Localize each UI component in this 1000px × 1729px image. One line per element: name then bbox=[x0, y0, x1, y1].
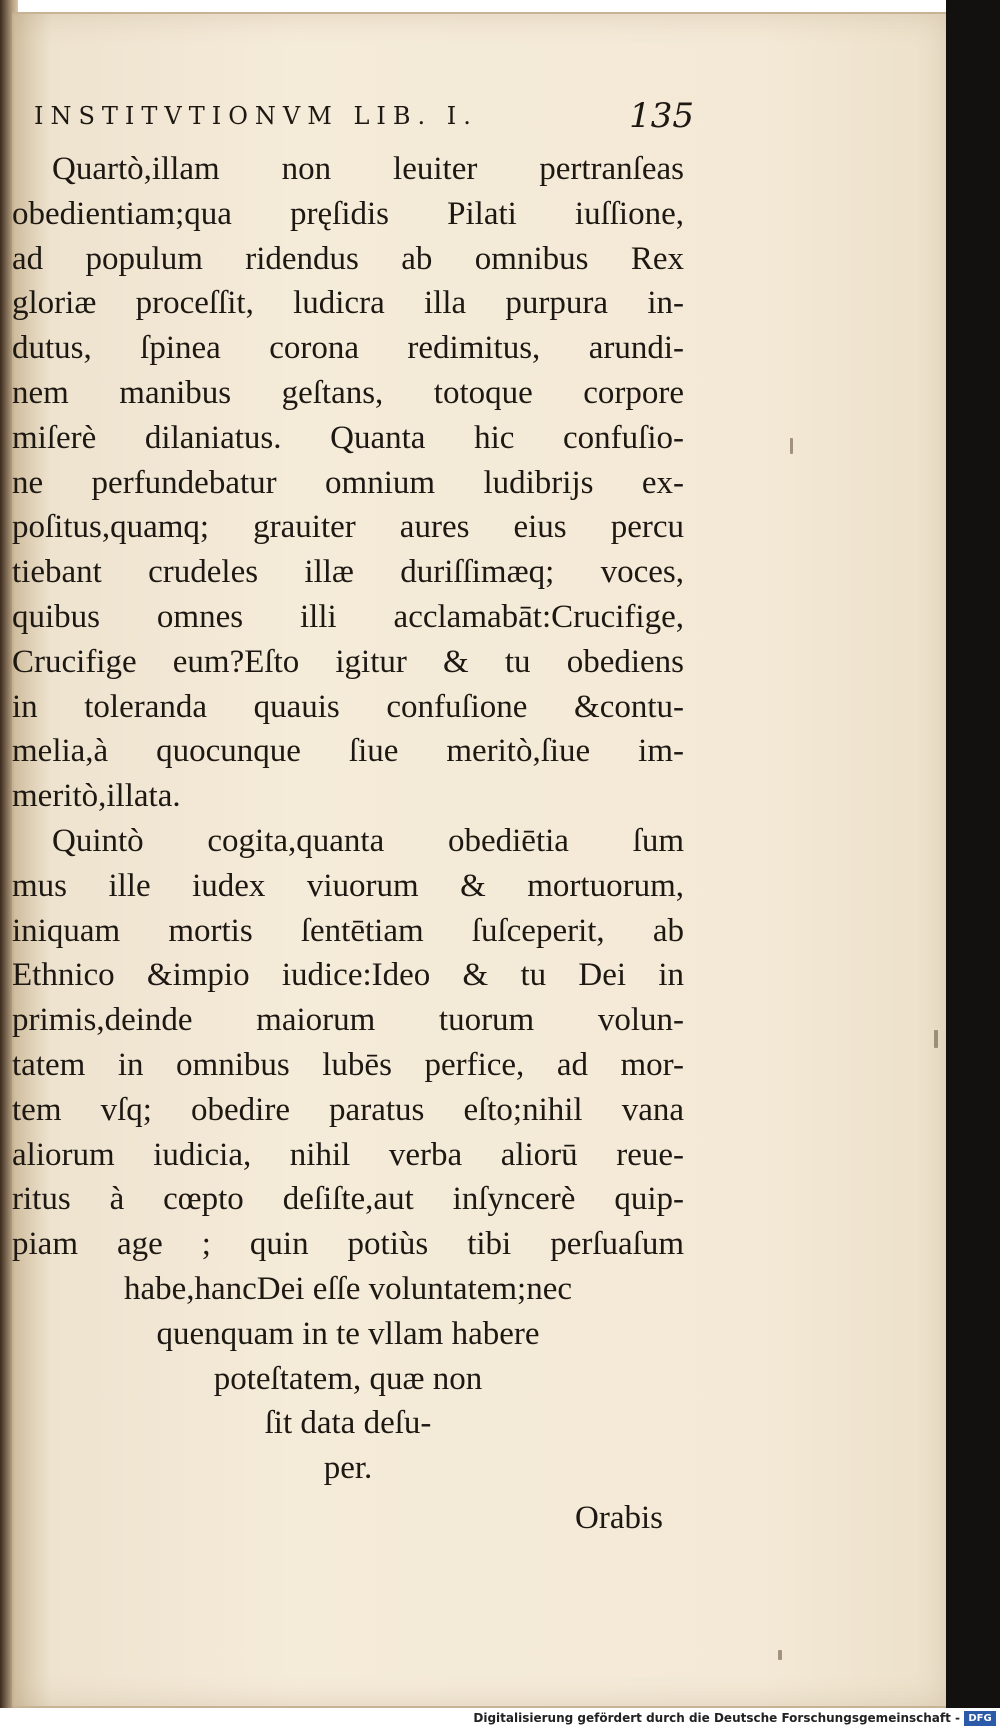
text-line: iniquam mortis ſentētiam ſuſceperit, ab bbox=[12, 912, 684, 949]
ink-speck bbox=[934, 1030, 938, 1048]
text-line: melia,à quocunque ſiue meritò,ſiue im- bbox=[12, 733, 684, 770]
dfg-logo: DFG bbox=[964, 1711, 996, 1726]
text-line: ne perfundebatur omnium ludibrijs ex- bbox=[12, 464, 684, 501]
text-line: gloriæ proceſſit, ludicra illa purpura in- bbox=[12, 285, 684, 322]
text-line: tem vſq; obedire paratus eſto;nihil vana bbox=[12, 1091, 684, 1128]
text-line: primis,deinde maiorum tuorum volun- bbox=[12, 1002, 684, 1039]
text-line: per. bbox=[323, 1450, 373, 1487]
text-line: quenquam in te vllam habere bbox=[156, 1315, 540, 1352]
text-line: meritò,illata. bbox=[12, 778, 181, 815]
text-line: tatem in omnibus lubēs perfice, ad mor- bbox=[12, 1046, 684, 1083]
page-number: 135 bbox=[629, 96, 694, 136]
text-line: quibus omnes illi acclamabāt:Crucifige, bbox=[12, 598, 684, 635]
running-head: INSTITVTIONVM LIB. I. bbox=[34, 102, 478, 130]
text-line: piam age ; quin potiùs tibi perſuaſum bbox=[12, 1226, 684, 1263]
text-line: ſit data deſu- bbox=[264, 1405, 432, 1442]
text-line: ritus à cœpto deſiſte,aut inſyncerè quip- bbox=[12, 1181, 684, 1218]
digitization-footer bbox=[0, 1708, 1000, 1729]
text-line: Crucifige eum?Eſto igitur & tu obediens bbox=[12, 643, 684, 680]
text-line: in toleranda quauis confuſione &contu- bbox=[12, 688, 684, 725]
catchword: Orabis bbox=[575, 1500, 663, 1536]
text-line: habe,hancDei eſſe voluntatem;nec bbox=[123, 1270, 573, 1307]
text-line: nem manibus geſtans, totoque corpore bbox=[12, 374, 684, 411]
ink-speck bbox=[778, 1650, 782, 1660]
text-line: tiebant crudeles illæ duriſſimæq; voces, bbox=[12, 554, 684, 591]
scan-background bbox=[946, 0, 1000, 1708]
funding-credit: Digitalisierung gefördert durch die Deutsche Forschungsgemeinschaft - bbox=[473, 1711, 960, 1725]
text-line: poteſtatem, quæ non bbox=[213, 1360, 483, 1397]
text-line: poſitus,quamq; grauiter aures eius percu bbox=[12, 509, 684, 546]
text-line: Quartò,illam non leuiter pertranſeas bbox=[52, 151, 684, 187]
body-text bbox=[12, 147, 684, 1491]
text-line: dutus, ſpinea corona redimitus, arundi- bbox=[12, 330, 684, 367]
text-line: aliorum iudicia, nihil verba aliorū reue- bbox=[12, 1136, 684, 1173]
text-line: Ethnico &impio iudice:Ideo & tu Dei in bbox=[12, 957, 684, 994]
text-line: obedientiam;qua pręſidis Pilati iuſſione, bbox=[12, 195, 684, 232]
text-line: Quintò cogita,quanta obediētia ſum bbox=[52, 822, 684, 859]
text-line: mus ille iudex viuorum & mortuorum, bbox=[12, 867, 684, 904]
text-line: ad populum ridendus ab omnibus Rex bbox=[12, 240, 684, 277]
ink-speck bbox=[790, 438, 793, 454]
page-header bbox=[34, 96, 694, 140]
text-line: miſerè dilaniatus. Quanta hic confuſio- bbox=[12, 419, 684, 456]
